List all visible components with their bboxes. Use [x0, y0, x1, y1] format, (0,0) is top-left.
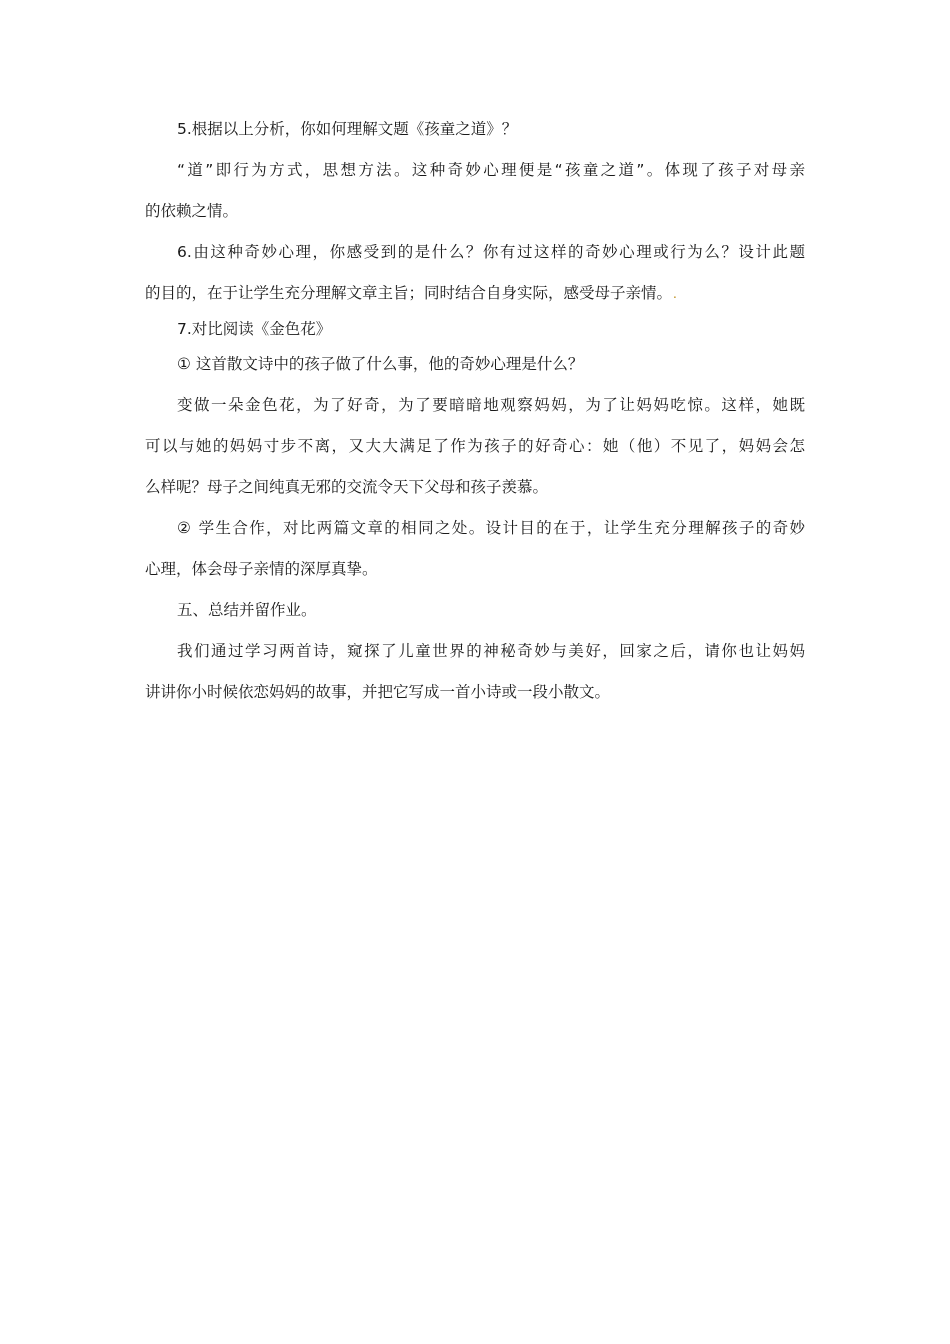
- stray-mark: .: [673, 287, 677, 301]
- question-6-line-2: [145, 281, 805, 306]
- question-7-1: ① 这首散文诗中的孩子做了什么事，他的奇妙心理是什么？: [177, 355, 584, 373]
- question-6-text: 的目的，在于让学生充分理解文章主旨；同时结合自身实际，感受母子亲情。: [145, 284, 673, 302]
- question-7-2-line-1: ② 学生合作，对比两篇文章的相同之处。设计目的在于，让学生充分理解孩子的奇妙: [177, 519, 805, 537]
- document-body: [145, 117, 805, 704]
- answer-7-1-line-1: 变做一朵金色花，为了好奇，为了要暗暗地观察妈妈，为了让妈妈吃惊。这样，她既: [177, 396, 805, 414]
- question-6-line-1: 6.由这种奇妙心理，你感受到的是什么？你有过这样的奇妙心理或行为么？设计此题: [177, 243, 805, 261]
- section-5-heading: 五、总结并留作业。: [177, 601, 317, 619]
- homework-line-1: 我们通过学习两首诗，窥探了儿童世界的神秘奇妙与美好，回家之后，请你也让妈妈: [177, 642, 805, 660]
- question-7-2-line-2: 心理，体会母子亲情的深厚真挚。: [145, 560, 378, 578]
- answer-7-1-line-3: 么样呢？母子之间纯真无邪的交流令天下父母和孩子羡慕。: [145, 478, 549, 496]
- answer-5-line-1: “道”即行为方式，思想方法。这种奇妙心理便是“孩童之道”。体现了孩子对母亲: [177, 161, 805, 179]
- homework-line-2: 讲讲你小时候依恋妈妈的故事，并把它写成一首小诗或一段小散文。: [145, 683, 611, 701]
- answer-7-1-line-2: 可以与她的妈妈寸步不离，又大大满足了作为孩子的好奇心：她（他）不见了，妈妈会怎: [145, 437, 805, 455]
- question-7: 7.对比阅读《金色花》: [177, 320, 332, 338]
- answer-5-line-2: 的依赖之情。: [145, 202, 239, 220]
- question-5: 5.根据以上分析，你如何理解文题《孩童之道》？: [177, 120, 518, 138]
